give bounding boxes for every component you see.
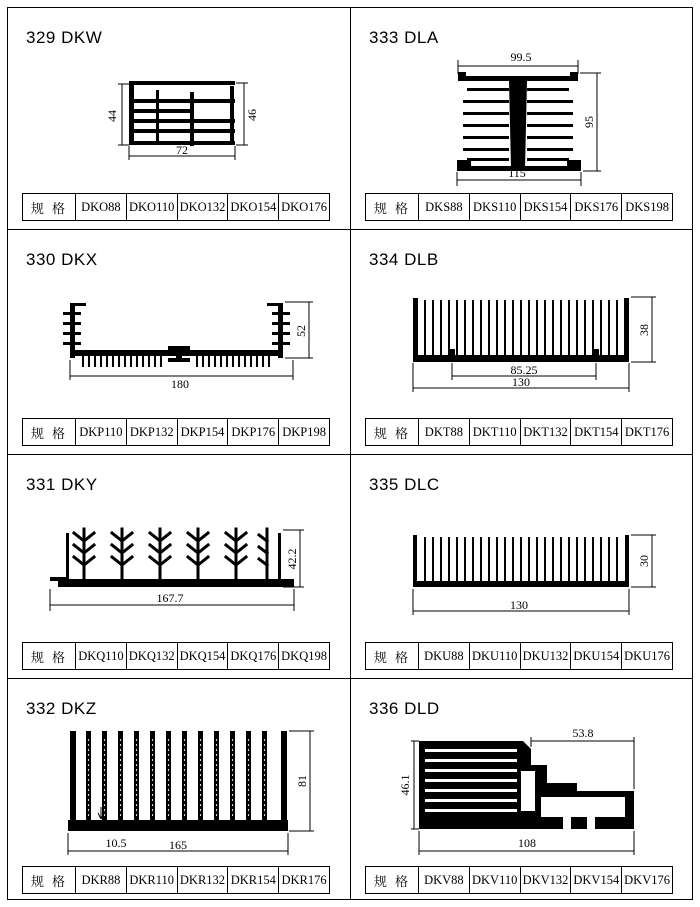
- model-cell: DKU132: [520, 643, 571, 669]
- model-cell: DKT88: [418, 419, 469, 445]
- profile-title: 330 DKX: [26, 250, 98, 269]
- model-cell: DKP132: [126, 419, 177, 445]
- model-cell: DKR88: [75, 867, 126, 893]
- model-cell: DKV88: [418, 867, 469, 893]
- spec-label: 规 格: [373, 426, 411, 442]
- profile-title: 333 DLA: [369, 28, 439, 47]
- profile-title: 335 DLC: [369, 475, 440, 494]
- model-cell: DKO132: [177, 194, 228, 220]
- model-cell: DKQ154: [177, 643, 228, 669]
- spec-row: [22, 193, 330, 221]
- dim-130: 130: [510, 598, 528, 612]
- model-cell: DKU88: [418, 643, 469, 669]
- profile-title: 329 DKW: [26, 28, 103, 47]
- model-cell: DKT110: [469, 419, 520, 445]
- dim-30: 30: [637, 555, 651, 567]
- model-cell: DKQ132: [126, 643, 177, 669]
- dim-53-8: 53.8: [572, 726, 594, 740]
- profile-panel-333: [350, 7, 693, 230]
- model-cell: DKP198: [278, 419, 329, 445]
- model-cell: DKU110: [469, 643, 520, 669]
- dim-95: 95: [582, 116, 596, 128]
- spec-row: [365, 866, 673, 894]
- spec-row: [22, 418, 330, 446]
- model-cell: DKR154: [227, 867, 278, 893]
- model-cell: DKR110: [126, 867, 177, 893]
- model-cell: DKQ176: [227, 643, 278, 669]
- model-cell: DKV176: [621, 867, 672, 893]
- spec-label: 规 格: [373, 201, 411, 217]
- model-cell: DKT176: [621, 419, 672, 445]
- model-cell: DKV132: [520, 867, 571, 893]
- dim-38: 38: [637, 324, 651, 336]
- model-cell: DKO176: [278, 194, 329, 220]
- profile-title: 334 DLB: [369, 250, 439, 269]
- model-cell: DKR132: [177, 867, 228, 893]
- model-cell: DKP154: [177, 419, 228, 445]
- spec-label: 规 格: [30, 201, 68, 217]
- model-cell: DKO88: [75, 194, 126, 220]
- model-cell: DKS110: [469, 194, 520, 220]
- model-cell: DKT154: [570, 419, 621, 445]
- dim-165: 165: [169, 838, 187, 852]
- spec-row: [22, 642, 330, 670]
- model-cell: DKS198: [621, 194, 672, 220]
- dim-115: 115: [508, 166, 526, 180]
- dim-130: 130: [512, 375, 530, 389]
- spec-label: 规 格: [30, 426, 68, 442]
- dim-99-5: 99.5: [510, 50, 532, 64]
- profile-panel-329: [7, 7, 351, 230]
- dim-85-25: 85.25: [510, 363, 538, 377]
- profile-title: 331 DKY: [26, 475, 98, 494]
- spec-row: [365, 193, 673, 221]
- profile-panel-331: [7, 454, 351, 679]
- model-cell: DKS176: [570, 194, 621, 220]
- profile-panel-334: [350, 229, 693, 455]
- profile-title: 336 DLD: [369, 699, 440, 718]
- dim-46-1: 46.1: [398, 774, 412, 796]
- profile-panel-335: [350, 454, 693, 679]
- profile-panel-336: [350, 678, 693, 900]
- model-cell: DKQ110: [75, 643, 126, 669]
- model-cell: DKP110: [75, 419, 126, 445]
- spec-row: [365, 642, 673, 670]
- dim-46: 46: [245, 109, 259, 121]
- model-cell: DKO154: [227, 194, 278, 220]
- model-cell: DKU154: [570, 643, 621, 669]
- spec-label: 规 格: [373, 650, 411, 666]
- dim-180: 180: [171, 377, 189, 391]
- dim-72: 72: [176, 143, 188, 157]
- model-cell: DKR176: [278, 867, 329, 893]
- dim-52: 52: [294, 325, 308, 337]
- dim-10-5: 10.5: [105, 836, 127, 850]
- spec-label: 规 格: [373, 874, 411, 890]
- dim-108: 108: [518, 836, 536, 850]
- dim-42-2: 42.2: [285, 548, 299, 570]
- profile-title: 332 DKZ: [26, 699, 97, 718]
- profile-panel-332: [7, 678, 351, 900]
- model-cell: DKP176: [227, 419, 278, 445]
- model-cell: DKT132: [520, 419, 571, 445]
- spec-label: 规 格: [30, 874, 68, 890]
- model-cell: DKU176: [621, 643, 672, 669]
- spec-label: 规 格: [30, 650, 68, 666]
- spec-row: [365, 418, 673, 446]
- model-cell: DKQ198: [278, 643, 329, 669]
- spec-row: [22, 866, 330, 894]
- dim-81: 81: [295, 775, 309, 787]
- dim-44: 44: [105, 110, 119, 122]
- profile-panel-330: [7, 229, 351, 455]
- model-cell: DKS154: [520, 194, 571, 220]
- model-cell: DKV154: [570, 867, 621, 893]
- model-cell: DKS88: [418, 194, 469, 220]
- model-cell: DKV110: [469, 867, 520, 893]
- dim-167-7: 167.7: [156, 591, 184, 605]
- model-cell: DKO110: [126, 194, 177, 220]
